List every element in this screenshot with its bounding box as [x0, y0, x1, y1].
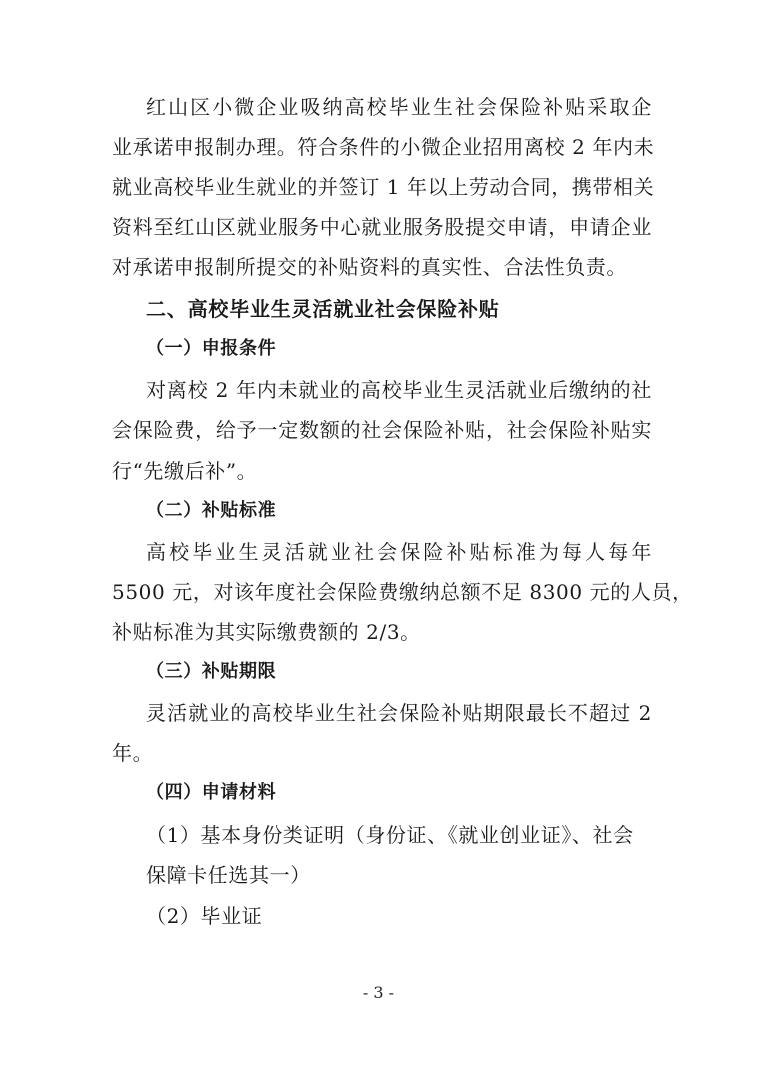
item2-heading: （二）补贴标准 — [146, 500, 277, 521]
item1-line-1: 对离校 2 年内未就业的高校毕业生灵活就业后缴纳的社 — [146, 378, 652, 402]
intro-line-1: 红山区小微企业吸纳高校毕业生社会保险补贴采取企 — [146, 95, 652, 119]
page-number: - 3 - — [362, 983, 395, 1002]
item3-line-2: 年。 — [112, 741, 154, 765]
item1-line-2: 会保险费，给予一定数额的社会保险补贴，社会保险补贴实 — [112, 418, 652, 442]
section-two-heading: 二、高校毕业生灵活就业社会保险补贴 — [146, 297, 500, 321]
item3-line-1: 灵活就业的高校毕业生社会保险补贴期限最长不超过 2 — [146, 701, 652, 725]
item2-line-3: 补贴标准为其实际缴费额的 2/3。 — [112, 620, 421, 644]
material-line-1: （1）基本身份类证明（身份证、《就业创业证》、社会 — [146, 823, 634, 847]
item1-line-3: 行“先缴后补”。 — [112, 459, 258, 483]
intro-line-3: 就业高校毕业生就业的并签订 1 年以上劳动合同，携带相关 — [112, 175, 655, 199]
intro-line-2: 业承诺申报制办理。符合条件的小微企业招用离校 2 年内未 — [112, 135, 655, 159]
material-line-2: 保障卡任选其一） — [146, 863, 311, 887]
intro-line-5: 对承诺申报制所提交的补贴资料的真实性、合法性负责。 — [112, 255, 627, 279]
intro-line-4: 资料至红山区就业服务中心就业服务股提交申请，申请企业 — [112, 215, 652, 239]
material-line-3: （2）毕业证 — [146, 904, 263, 928]
item2-line-2: 5500 元，对该年度社会保险费缴纳总额不足 8300 元的人员， — [112, 580, 693, 604]
item4-heading: （四）申请材料 — [146, 782, 277, 803]
item2-line-1: 高校毕业生灵活就业社会保险补贴标准为每人每年 — [146, 540, 652, 564]
item3-heading: （三）补贴期限 — [146, 661, 277, 682]
item1-heading: （一）申报条件 — [146, 338, 277, 359]
